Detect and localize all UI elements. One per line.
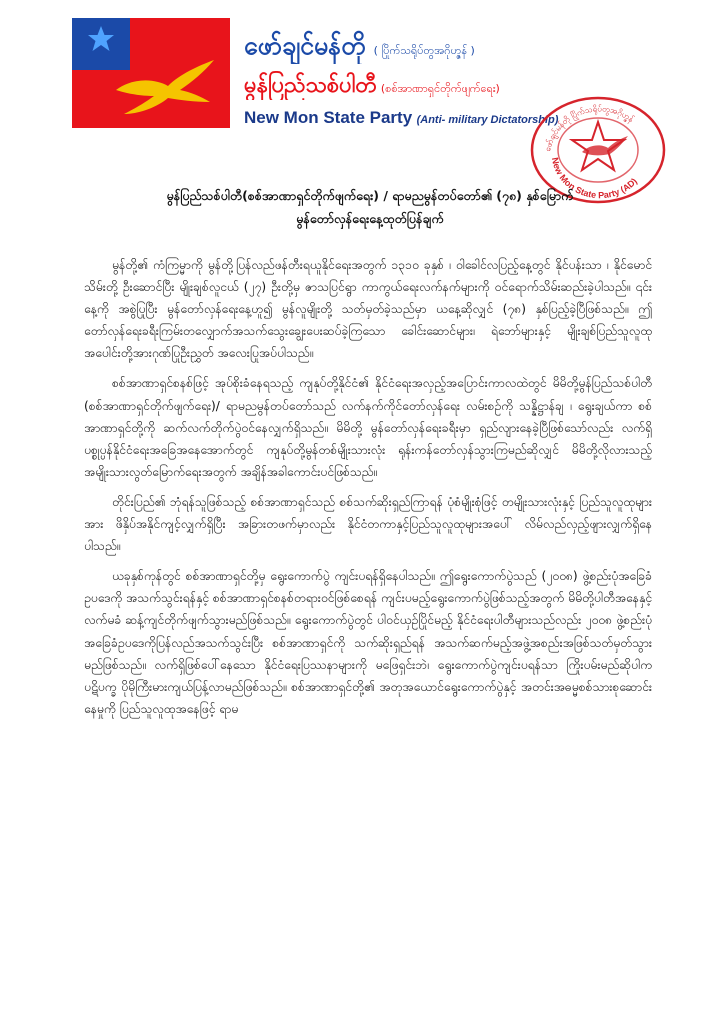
title-line-1: မွန်ပြည်သစ်ပါတီ(စစ်အာဏာရှင်တိုက်ဖျက်ရေး) / ရာမညမွန်တပ်တော်၏ (၇၈) နှစ်မြောက် [166,188,574,203]
paragraph-4: ယခုနှစ်ကုန်တွင် စစ်အာဏာရှင်တို့မှ ရွေးကောက်ပွဲ ကျင်းပရန်ရှိနေပါသည်။ ဤရွေးကောက်ပွဲသည် (၂၀၀၈) ဖွဲ့စည်းပုံအခြေခံဥပဒေကို အသက်သွင်းရန်နှင့် စစ်အာဏာရှင်စနစ်တရားဝင်ဖြစ်စေရန် ကျင်းပမည့်ရွေးကောက်ပွဲဖြစ်သည့်အတွက် မိမိတို့ပါတီအနေနှင့် လက်မခံ ဆန့်ကျင်တိုက်ဖျက်သွားမည်ဖြစ်သည်။ ရွေးကောက်ပွဲတွင် ပါဝင်ယှဥ်ပြိုင်မည့် နိုင်ငံရေးပါတီများသည်လည်း ၂၀၀၈ ဖွဲ့စည်းပုံအခြေခံဥပဒေကိုပြန်လည်အသက်သွင်းပြီး စစ်အာဏာရှင်ကို သက်ဆိုးရှည်ရန် အသက်ဆက်မည့်အဖွဲ့အစည်းအဖြစ်သတ်မှတ်သွားမည်ဖြစ်သည်။ လက်ရှိဖြစ်ပေါ်နေသော နိုင်ငံရေးပြဿနာများကို မဖြေရှင်းဘဲ၊ ရွေးကောက်ပွဲကျင်းပရန်သာ ကြိုးပမ်းမည်ဆိုပါက ပဋိပက္ခ ပိုမိုကြီးမားကျယ်ပြန့်လာမည်ဖြစ်သည်။ စစ်အာဏာရှင်တို့၏ အတုအယောင်ရွေးကောက်ပွဲနှင့် အတင်းအဓမ္မစစ်သားစုဆောင်းနေမှုကို ပြည်သူလူထုအနေဖြင့် ရာမ [84,569,652,716]
paragraph-3: တိုင်းပြည်၏ ဘုံရန်သူဖြစ်သည့် စစ်အာဏာရှင်သည် စစ်သက်ဆိုးရှည်ကြာရန် ပုံစံမျိုးစုံဖြင့် တမျိုးသားလုံးနှင့် ပြည်သူလူထုများအား ဖိနှိပ်အနိုင်ကျင့်လျှက်ရှိပြီး အခြားတဖက်မှာလည်း နိုင်ငံတကာနှင့်ပြည်သူလူထုများအပေါ် လိမ်လည်လှည့်ဖျားလျှက်ရှိနေပါသည်။ [84,494,652,554]
stamp-bottom-text: New Mon State Party (AD) [549,156,640,201]
party-burmese-tagline: (စစ်အာဏာရှင်တိုက်ဖျက်ရေး) [380,82,500,95]
party-english-name: New Mon State Party [244,108,413,127]
party-flag-logo [72,18,230,128]
statement-body [84,254,652,728]
party-myanmar-name: ဖော်ချင်မန်တို [244,31,366,60]
header-line-2 [244,70,564,100]
header-line-1 [244,30,604,64]
statement-title [80,184,660,230]
hintha-bird-icon [110,56,220,118]
title-line-2: မွန်တော်လှန်ရေးနေ့ထုတ်ပြန်ချက် [296,211,444,226]
stamp-top-text: ဖော်ချင်မန်တို ပြိုက်သရိုပ်တွအဂိုဟ္ဇန် [542,104,636,153]
header-line-3 [244,108,564,130]
star-icon [86,24,116,54]
party-myanmar-tagline: ( ပြိုက်သရိုပ်တွအဂိုဟ္ဇန် ) [373,44,475,57]
paragraph-2: စစ်အာဏာရှင်စနစ်ဖြင့် အုပ်စိုးခံနေရသည့် ကျနုပ်တို့နိုင်ငံ၏ နိုင်ငံရေးအလှည့်အပြောင်းကာလထဲတွင် မိမိတို့မွန်ပြည်သစ်ပါတီ (စစ်အာဏာရှင်တိုက်ဖျက်ရေး)/ ရာမညမွန်တပ်တော်သည် လက်နက်ကိုင်တော်လှန်ရေး လမ်းစဥ်ကို သန္နိဋ္ဌာန်ချ ၊ ရွေးချယ်ကာ စစ်အာဏာရှင်တို့ကို ဆက်လက်တိုက်ပွဲဝင်နေလျှက်ရှိသည်။ မိမိတို့ မွန်တော်လှန်ရေးခရီးမှာ ရှည်လျားနေခဲ့ပြီဖြစ်သော်လည်း လက်ရှိပစ္စုပ္ပန်နိုင်ငံရေးအခြေအနေအောက်တွင် ကျနုပ်တို့မွန်တစ်မျိုးသားလုံး ရုန်းကန်တော်လှန်သွားကြမည်ဆိုလျှင် မိမိတို့လိုလားသည့်အမျိုးသားလွတ်မြောက်ရေးအတွက် အချိန်အခါကောင်းပင်ဖြစ်သည်။ [84,376,652,479]
party-burmese-name: မွန်ပြည်သစ်ပါတီ [244,73,377,98]
paragraph-1: မွန်တို့၏ ကံကြမ္မာကို မွန်တို့ပြန်လည်ဖန်တီးရယူနိုင်ရေးအတွက် ၁၃၁၀ ခုနှစ် ၊ ဝါခေါင်လပြည့်နေ့တွင် နိုင်ပန်းသာ ၊ နိုင်မောင်သိမ်းတို့ ဦးဆောင်ပြီး မျိုးချစ်လူငယ် (၂၇) ဦးတို့မှ ဇာသပြင်ရွာ ကာကွယ်ရေးလက်နက်များကို ဝင်ရောက်သိမ်းဆည်းခဲ့ပါသည်။ ၎င်းနေ့ကို အစွဲပြုပြီး မွန်တော်လှန်ရေးနေ့ဟူ၍ မွန်လူမျိုးတို့ သတ်မှတ်ခဲ့သည်မှာ ယနေ့ဆိုလျှင် (၇၈) နှစ်ပြည့်ခဲ့ပြီဖြစ်သည်။ ဤတော်လှန်ရေးခရီးကြမ်းတလျှောက်အသက်သွေးချွေးပေးဆပ်ခဲ့ကြသော ခေါင်းဆောင်များ၊ ရဲဘော်များနှင့် မျိုးချစ်ပြည်သူလူထုအပေါင်းတို့အားဂုဏ်ပြုဦးညွှတ် အလေးပြုအပ်ပါသည်။ [84,258,652,361]
party-english-tagline: (Anti- military Dictatorship) [416,114,559,126]
